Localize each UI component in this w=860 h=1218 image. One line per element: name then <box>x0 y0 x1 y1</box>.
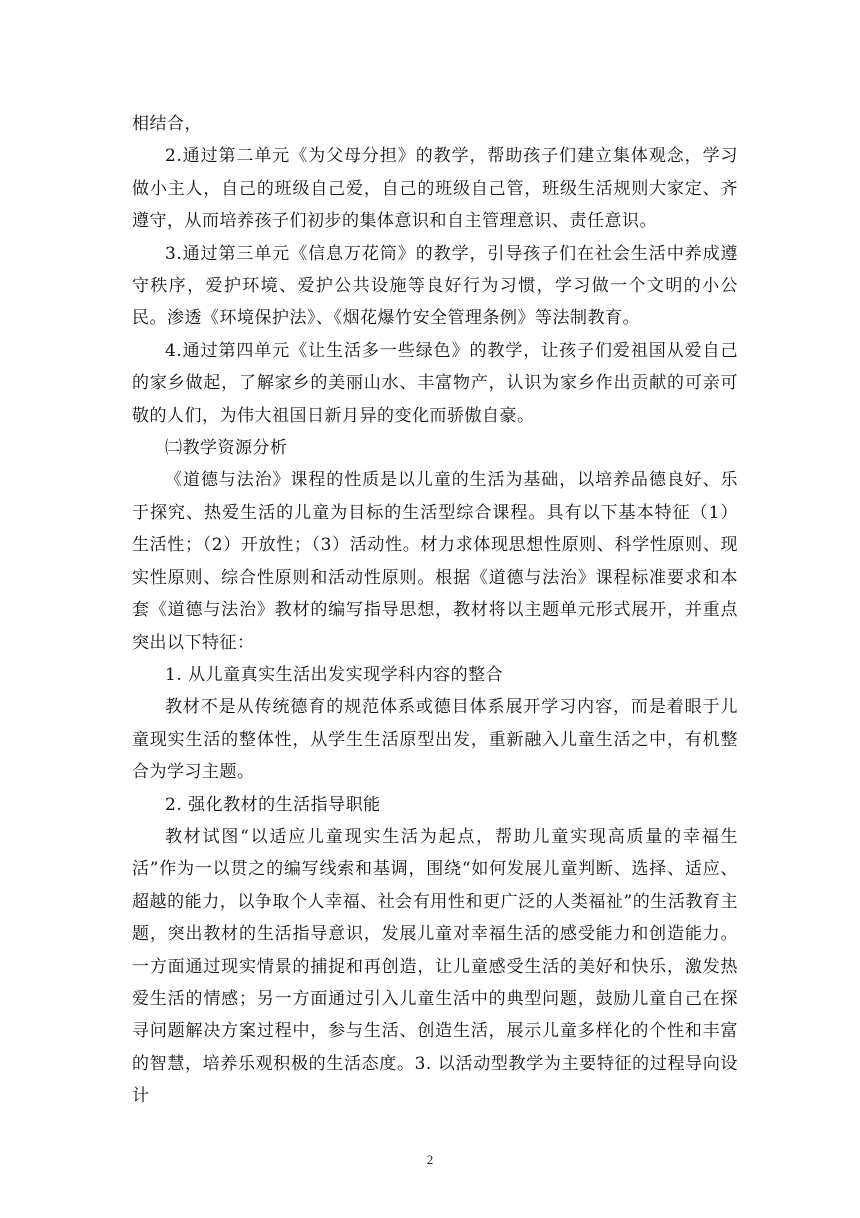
subheading-feature-one: 1. 从儿童真实生活出发实现学科内容的整合 <box>165 664 504 685</box>
paragraph-feature-one: 教材不是从传统德育的规范体系或德目体系展开学习内容，而是着眼于儿童现实生活的整体性，从学生生活原型出发，重新融入儿童生活之中，有机整合为学习主题。 <box>132 697 738 783</box>
paragraph-unit-three: 3.通过第三单元《信息万花筒》的教学，引导孩子们在社会生活中养成遵守秩序，爱护环境、爱护公共设施等良好行为习惯，学习做一个文明的小公民。渗透《环境保护法》、《烟花爆竹安全管理条例》等法制教育。 <box>132 243 738 329</box>
paragraph-unit-four: 4.通过第四单元《让生活多一些绿色》的教学，让孩子们爱祖国从爱自己的家乡做起，了解家乡的美丽山水、丰富物产，认识为家乡作出贡献的可亲可敬的人们，为伟大祖国日新月异的变化而骄傲自豪。 <box>132 340 738 426</box>
section-heading-resource-analysis: ㈡教学资源分析 <box>165 438 288 459</box>
paragraph-course-nature: 《道德与法治》课程的性质是以儿童的生活为基础，以培养品德良好、乐于探究、热爱生活的儿童为目标的生活型综合课程。具有以下基本特征（1）生活性；（2）开放性；（3）活动性。材力求体现思想性原则、科学性原则、现实性原则、综合性原则和活动性原则。根据《道德与法治》课程标准要求和本套《道德与法治》教材的编写指导思想，教材将以主题单元形式展开，并重点突出以下特征： <box>132 470 738 653</box>
subheading-feature-two: 2. 强化教材的生活指导职能 <box>165 794 381 815</box>
paragraph-continuation: 相结合， <box>132 114 202 134</box>
document-body <box>132 108 738 1113</box>
page-number: 2 <box>426 1152 434 1167</box>
paragraph-unit-two: 2.通过第二单元《为父母分担》的教学，帮助孩子们建立集体观念，学习做小主人，自己的班级自己爱，自己的班级自己管，班级生活规则大家定、齐遵守，从而培养孩子们初步的集体意识和自主管理意识、责任意识。 <box>132 146 738 232</box>
paragraph-feature-two: 教材试图“以适应儿童现实生活为起点，帮助儿童实现高质量的幸福生活”作为一以贯之的编写线索和基调，围绕“如何发展儿童判断、选择、适应、超越的能力，以争取个人幸福、社会有用性和更广泛的人类福祉”的生活教育主题，突出教材的生活指导意识，发展儿童对幸福生活的感受能力和创造能力。一方面通过现实情景的捕捉和再创造，让儿童感受生活的美好和快乐，激发热爱生活的情感；另一方面通过引入儿童生活中的典型问题，鼓励儿童自己在探寻问题解决方案过程中，参与生活、创造生活，展示儿童多样化的个性和丰富的智慧，培养乐观积极的生活态度。3. 以活动型教学为主要特征的过程导向设计 <box>132 826 738 1107</box>
